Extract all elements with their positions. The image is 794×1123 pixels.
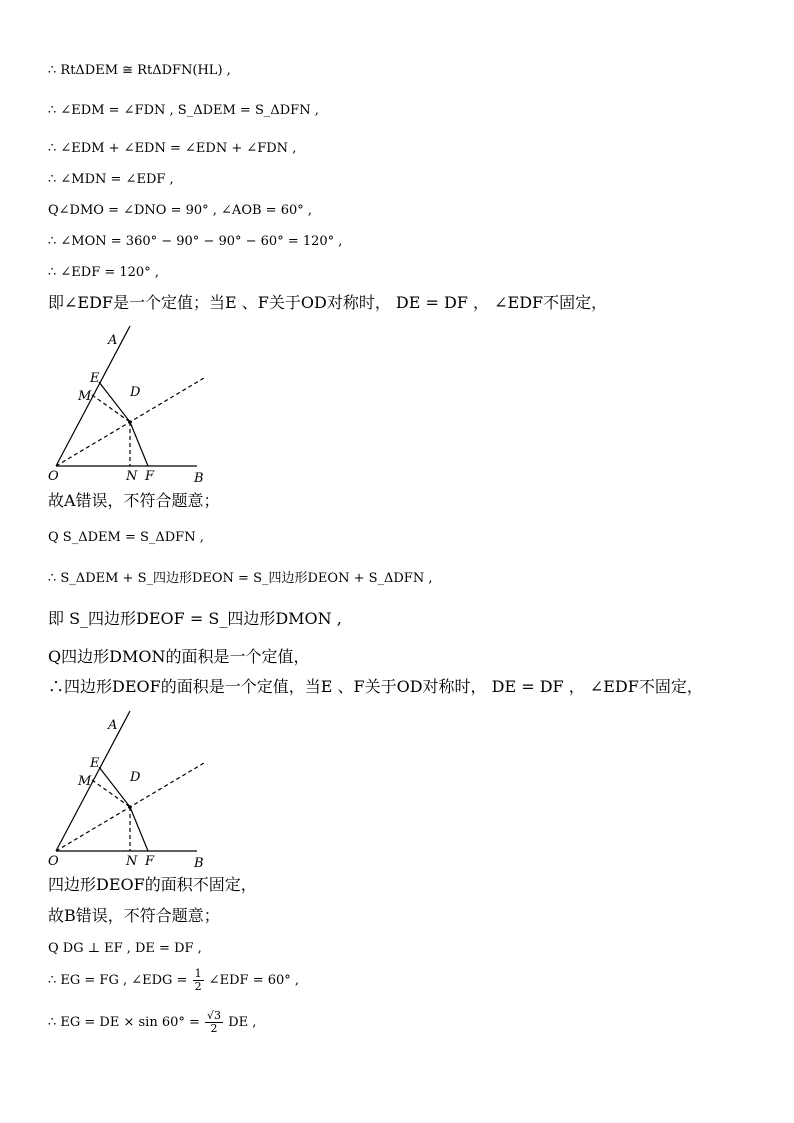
line-4: ∴ ∠MDN = ∠EDF , [48,172,174,187]
fraction-one-half [193,968,204,993]
line-14: ∴四边形DEOF的面积是一个定值，当E 、F关于OD对称时， DE = DF ， ∠EDF不固定， [48,677,703,696]
segment-EF [99,382,130,422]
label-M: M [78,774,92,789]
line-10: Q S_ΔDEM = S_ΔDFN , [48,530,204,545]
segment-EF [99,767,130,807]
line-3: ∴ ∠EDM + ∠EDN = ∠EDN + ∠FDN , [48,141,297,156]
label-M: M [78,389,92,404]
label-F: F [145,854,155,869]
line-1: ∴ RtΔDEM ≅ RtΔDFN(HL) , [48,63,231,78]
label-E: E [90,371,100,386]
label-D: D [130,385,141,400]
line-18 [48,968,299,993]
geometry-figure-2 [44,707,224,872]
point-D [128,420,132,424]
label-O: O [48,469,59,484]
label-B: B [194,471,204,486]
fraction-numerator: 1 [194,967,202,980]
fraction-numerator: √3 [207,1009,222,1022]
fraction-root3-over-2 [205,1010,223,1035]
line-11: ∴ S_ΔDEM + S_四边形DEON = S_四边形DEON + S_ΔDFN , [48,571,433,586]
line-6: ∴ ∠MON = 360° − 90° − 90° − 60° = 120° , [48,234,343,249]
line-5: Q∠DMO = ∠DNO = 90° , ∠AOB = 60° , [48,203,312,218]
line-18-lead: ∴ EG = FG , ∠EDG = [48,973,188,988]
line-17: Q DG ⊥ EF , DE = DF , [48,941,202,956]
line-15: 四边形DEOF的面积不固定， [48,875,257,894]
segment-DF [130,422,148,466]
label-E: E [90,756,100,771]
line-18-tail: ∠EDF = 60° , [208,973,300,988]
label-N: N [126,469,138,484]
label-A: A [108,333,118,348]
segment-DM-dashed [92,395,130,422]
fraction-denominator: 2 [210,1022,218,1035]
line-19-tail: DE , [228,1015,257,1030]
line-16: 故B错误，不符合题意； [48,906,220,925]
line-9: 故A错误，不符合题意； [48,491,220,510]
line-19 [48,1010,256,1035]
line-19-lead: ∴ EG = DE × sin 60° = [48,1015,200,1030]
line-2: ∴ ∠EDM = ∠FDN , S_ΔDEM = S_ΔDFN , [48,103,319,118]
label-N: N [126,854,138,869]
label-D: D [130,770,141,785]
line-12: 即 S_四边形DEOF = S_四边形DMON , [48,609,342,628]
line-7: ∴ ∠EDF = 120° , [48,265,159,280]
label-A: A [108,718,118,733]
label-O: O [48,854,59,869]
fraction-denominator: 2 [194,980,202,993]
line-8: 即∠EDF是一个定值；当E 、F关于OD对称时， DE = DF ， ∠EDF不固定， [48,293,608,312]
line-13: Q四边形DMON的面积是一个定值， [48,647,310,666]
geometry-figure-1 [44,322,224,487]
label-B: B [194,856,204,871]
label-F: F [145,469,155,484]
segment-DM-dashed [92,780,130,807]
point-D [128,805,132,809]
segment-DF [130,807,148,851]
